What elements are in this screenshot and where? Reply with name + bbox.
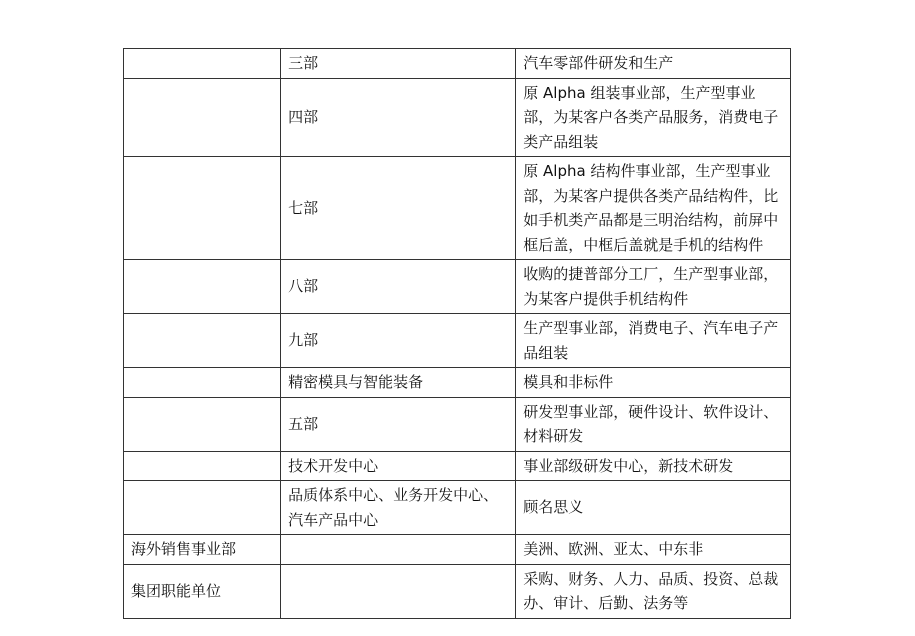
division-name: 五部 xyxy=(288,414,319,433)
table-row xyxy=(124,535,791,565)
division-description: 研发型事业部，硬件设计、软件设计、材料研发 xyxy=(523,402,779,445)
division-description: 收购的捷普部分工厂，生产型事业部，为某客户提供手机结构件 xyxy=(523,265,779,308)
division-name: 技术开发中心 xyxy=(288,456,379,475)
division-description: 顾名思义 xyxy=(523,498,584,517)
unit-cell xyxy=(124,481,281,535)
description-cell xyxy=(516,157,791,260)
unit-cell xyxy=(124,157,281,260)
table-row xyxy=(124,397,791,451)
table-row xyxy=(124,157,791,260)
table-row xyxy=(124,314,791,368)
description-cell xyxy=(516,260,791,314)
description-cell xyxy=(516,451,791,481)
table-row xyxy=(124,49,791,79)
division-description: 原 Alpha 组装事业部，生产型事业部，为某客户各类产品服务，消费电子类产品组装 xyxy=(523,83,779,151)
table-row xyxy=(124,481,791,535)
unit-cell xyxy=(124,78,281,157)
unit-cell xyxy=(124,564,281,618)
table-row xyxy=(124,564,791,618)
description-cell xyxy=(516,481,791,535)
division-cell xyxy=(281,78,516,157)
division-description: 汽车零部件研发和生产 xyxy=(523,54,674,72)
division-description: 采购、财务、人力、品质、投资、总裁办、审计、后勤、法务等 xyxy=(523,569,779,612)
division-cell xyxy=(281,157,516,260)
division-description: 模具和非标件 xyxy=(523,373,614,391)
division-cell xyxy=(281,49,516,79)
unit-cell xyxy=(124,314,281,368)
division-description: 原 Alpha 结构件事业部，生产型事业部，为某客户提供各类产品结构件，比如手机类产品都是三明治结构，前屏中框后盖，中框后盖就是手机的结构件 xyxy=(523,162,779,254)
description-cell xyxy=(516,78,791,157)
description-cell xyxy=(516,564,791,618)
unit-name: 集团职能单位 xyxy=(131,581,222,600)
description-cell xyxy=(516,368,791,398)
unit-cell xyxy=(124,397,281,451)
unit-cell xyxy=(124,368,281,398)
division-name: 精密模具与智能装备 xyxy=(288,373,424,391)
division-cell xyxy=(281,314,516,368)
description-cell xyxy=(516,535,791,565)
unit-cell xyxy=(124,451,281,481)
unit-cell xyxy=(124,49,281,79)
description-cell xyxy=(516,49,791,79)
division-cell xyxy=(281,535,516,565)
division-cell xyxy=(281,260,516,314)
division-description: 事业部级研发中心，新技术研发 xyxy=(523,456,734,475)
division-cell xyxy=(281,368,516,398)
division-cell xyxy=(281,564,516,618)
division-name: 品质体系中心、业务开发中心、汽车产品中心 xyxy=(288,486,499,529)
table-row xyxy=(124,78,791,157)
division-name: 三部 xyxy=(288,54,319,72)
division-description: 生产型事业部，消费电子、汽车电子产品组装 xyxy=(523,319,779,362)
division-name: 七部 xyxy=(288,198,319,217)
unit-cell xyxy=(124,535,281,565)
division-cell xyxy=(281,397,516,451)
description-cell xyxy=(516,314,791,368)
table-row xyxy=(124,260,791,314)
division-name: 四部 xyxy=(288,108,319,126)
table-row xyxy=(124,451,791,481)
org-structure-table xyxy=(123,48,791,619)
table-row xyxy=(124,368,791,398)
division-name: 九部 xyxy=(288,331,319,350)
division-cell xyxy=(281,481,516,535)
division-name: 八部 xyxy=(288,277,319,296)
division-description: 美洲、欧洲、亚太、中东非 xyxy=(523,540,704,558)
division-cell xyxy=(281,451,516,481)
description-cell xyxy=(516,397,791,451)
unit-name: 海外销售事业部 xyxy=(131,540,237,558)
unit-cell xyxy=(124,260,281,314)
